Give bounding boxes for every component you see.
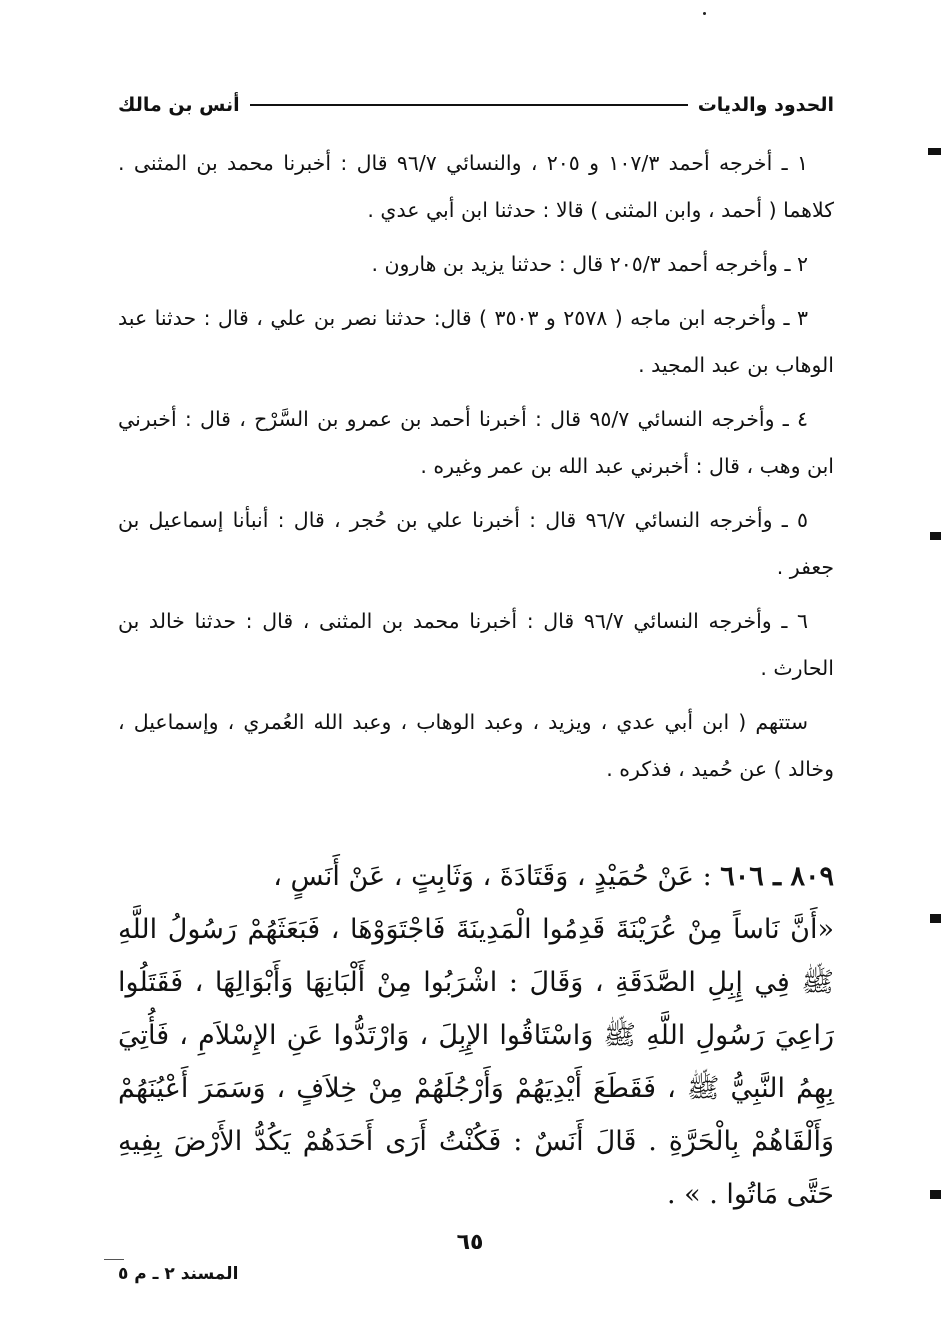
hadith-number: ٨٠٩ ـ ٦٠٦ (720, 861, 834, 892)
header-rule (250, 104, 688, 106)
page-number: ٦٥ (456, 1230, 484, 1255)
note-summary: ستتهم ( ابن أبي عدي ، ويزيد ، وعبد الوهاب ، وعبد الله العُمري ، وإسماعيل ، وخالد ) عن حُميد ، فذكره . (118, 710, 834, 781)
note-2: ٢ ـ وأخرجه أحمد ٢٠٥/٣ قال : حدثنا يزيد بن هارون . (371, 252, 808, 276)
chapter-title: الحدود والديات (697, 94, 834, 116)
hadith-chain: : عَنْ حُمَيْدٍ ، وَقَتَادَةَ ، وَثَابِتٍ ، عَنْ أَنَسٍ ، (273, 861, 721, 892)
note-5: ٥ ـ وأخرجه النسائي ٩٦/٧ قال : أخبرنا علي بن حُجر ، قال : أنبأنا إسماعيل بن جعفر . (118, 508, 834, 579)
printer-signature: المسند ٢ ـ م ٥ (118, 1264, 239, 1284)
note-4: ٤ ـ وأخرجه النسائي ٩٥/٧ قال : أخبرنا أحمد بن عمرو بن السَّرْح ، قال : أخبرني ابن وهب ، قال : أخبرني عبد الله بن عمر وغيره . (118, 407, 834, 478)
running-header (118, 88, 834, 122)
hadith-text: «أَنَّ نَاساً مِنْ عُرَيْنَةَ قَدِمُوا الْمَدِينَةَ فَاجْتَوَوْهَا ، فَبَعَثَهُمْ رَسُولُ اللَّهِ ﷺ فِي إِبِلِ الصَّدَقَةِ ، وَقَالَ : اشْرَبُوا مِنْ أَلْبَانِهَا وَأَبْوَالِهَا ، فَقَتَلُوا رَاعِيَ رَسُولِ اللَّهِ ﷺ وَاسْتَاقُوا الإِبِلَ ، وَارْتَدُّوا عَنِ الإِسْلاَمِ ، فَأُتِيَ بِهِمُ النَّبِيُّ ﷺ ، فَقَطَعَ أَيْدِيَهُمْ وَأَرْجُلَهُمْ مِنْ خِلاَفٍ ، وَسَمَرَ أَعْيُنَهُمْ وَأَلْقَاهُمْ بِالْحَرَّةِ . قَالَ أَنَسٌ : فَكُنْتُ أَرَى أَحَدَهُمْ يَكُدُّ الأَرْضَ بِفِيهِ حَتَّى مَاتُوا . » . (118, 914, 834, 1210)
hadith-block (118, 850, 834, 1221)
narrator-title: أنس بن مالك (118, 94, 240, 116)
note-1: ١ ـ أخرجه أحمد ١٠٧/٣ و ٢٠٥ ، والنسائي ٩٦/٧ قال : أخبرنا محمد بن المثنى . كلاهما ( أحمد ، وابن المثنى ) قالا : حدثنا ابن أبي عدي . (118, 151, 834, 222)
footnotes (118, 140, 834, 800)
note-3: ٣ ـ وأخرجه ابن ماجه ( ٢٥٧٨ و ٣٥٠٣ ) قال: حدثنا نصر بن علي ، قال : حدثنا عبد الوهاب بن عبد المجيد . (118, 306, 834, 377)
speck-mark (703, 12, 706, 15)
note-6: ٦ ـ وأخرجه النسائي ٩٦/٧ قال : أخبرنا محمد بن المثنى ، قال : حدثنا خالد بن الحارث . (118, 609, 834, 680)
margin-mark (930, 532, 941, 540)
hadith-chain-line (118, 850, 834, 903)
margin-mark (930, 914, 941, 923)
signature-rule (104, 1259, 124, 1260)
margin-mark (930, 1190, 941, 1199)
margin-mark (928, 148, 941, 155)
